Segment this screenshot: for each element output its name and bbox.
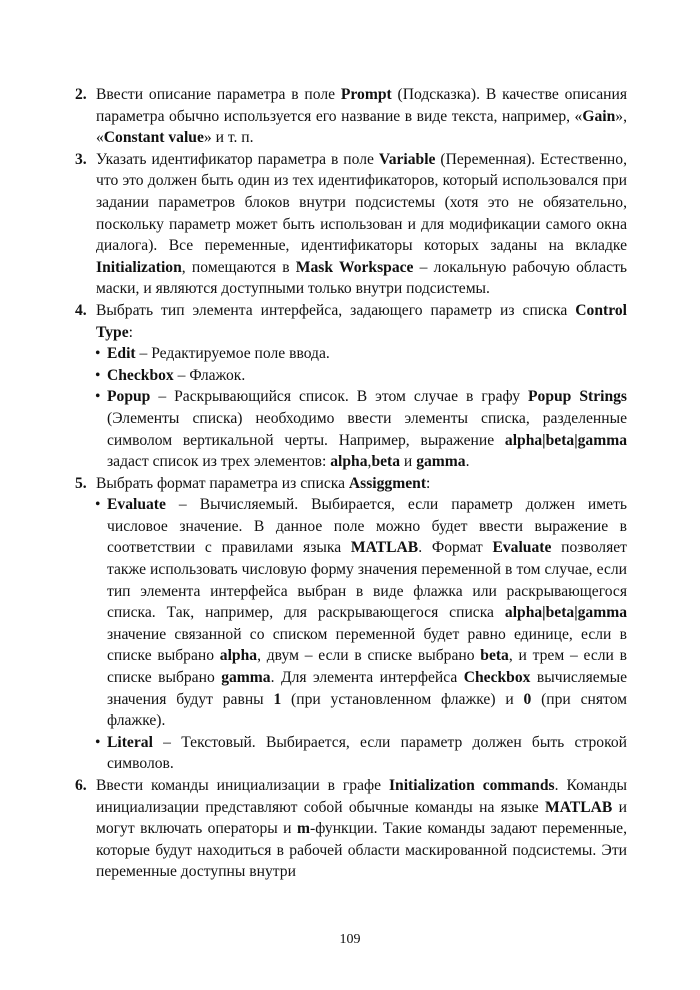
text: » и т. п. (203, 129, 254, 147)
page-number: 109 (339, 932, 361, 947)
list-item-3 (0, 149, 700, 300)
term-m: m (297, 820, 310, 838)
bullet-icon: • (95, 345, 101, 363)
bullet-edit (0, 343, 700, 365)
term-evaluate: Evaluate (107, 496, 166, 514)
list-item-2 (0, 84, 700, 149)
term-beta: beta (371, 453, 401, 471)
text: – Редактируемое поле ввода. (135, 345, 330, 363)
item-number: 3. (75, 150, 87, 168)
item-number: 5. (75, 474, 87, 492)
term-mask-workspace: Mask Workspace (295, 258, 414, 276)
text: – Вычисляемый. Выбирается, если параметр должен иметь числовое значение. В данное поле можно будет ввести выражение в соответствии с правилами языка (107, 496, 627, 557)
text: (при снятом флажке). (107, 690, 627, 730)
bullet-icon: • (95, 366, 101, 384)
item-number: 6. (75, 777, 87, 794)
bullet-popup (0, 386, 700, 472)
text: позволяет также использовать числовую форму значения переменной в том случае, если тип элемента интерфейса выбран в виде флажка или раскрывающегося списка. Так, например, для раскрывающегося списка (107, 539, 627, 622)
term-alpha-beta-gamma: alpha|beta|gamma (504, 431, 627, 449)
item-number: 2. (75, 86, 87, 103)
text: , (367, 453, 372, 471)
term-alpha-beta-gamma: alpha|beta|gamma (504, 604, 627, 622)
text: задаст список из трех элементов: (107, 453, 331, 471)
text: , и трем – если в списке выбрано (107, 647, 627, 687)
text: – локальную рабочую область маски, и являются доступными только внутри подсистемы. (96, 258, 627, 298)
term-matlab: MATLAB (350, 539, 419, 557)
term-edit: Edit (107, 345, 136, 363)
text: Ввести описание параметра в поле (96, 86, 341, 103)
list-item-5 (0, 473, 700, 495)
text: : (426, 474, 431, 492)
bullet-literal (0, 732, 700, 775)
term-initialization: Initialization (96, 258, 182, 276)
term-checkbox: Checkbox (463, 669, 531, 687)
text: . Команды инициализации представляют собой обычные команды на языке (96, 777, 628, 816)
term-alpha: alpha (330, 453, 368, 471)
bullet-icon: • (95, 496, 101, 514)
text: (Подсказка). В качестве описания параметра обычно используется его название в виде текста, например, « (96, 86, 628, 125)
text: – Флажок. (173, 366, 246, 384)
term-gamma: gamma (221, 669, 271, 687)
text: (Переменная). Естественно, что это должен быть один из тех идентификаторов, который использовался при задании параметров блоков внутри подсистемы (хотя это не обязательно, поскольку параметр может быть использован и для модификации самого окна диалога). Все переменные, идентификаторы которых заданы на вкладке (96, 150, 627, 255)
text: (при установленном флажке) и (281, 690, 524, 708)
text: , двум – если в списке выбрано (257, 647, 481, 665)
value-zero: 0 (523, 690, 532, 708)
bullet-icon: • (95, 733, 101, 751)
term-matlab: MATLAB (545, 798, 613, 816)
text: : (128, 323, 133, 341)
text: значение связанной со списком переменной будет равно единице, если в списке выбрано (107, 625, 627, 665)
text: – Текстовый. Выбирается, если параметр должен быть строкой символов. (107, 733, 627, 773)
term-beta: beta (480, 647, 509, 665)
page-content (0, 84, 700, 883)
text: Выбрать тип элемента интерфейса, задающего параметр из списка (96, 301, 576, 319)
term-initialization-commands: Initialization commands (388, 777, 555, 794)
term-assiggment: Assiggment (348, 474, 427, 492)
text: . Формат (418, 539, 493, 557)
text: и могут включать операторы и (96, 798, 627, 838)
text: . (465, 453, 470, 471)
text: Ввести команды инициализации в графе (96, 777, 389, 794)
term-prompt: Prompt (340, 86, 392, 103)
term-gamma: gamma (416, 453, 466, 471)
list-item-4 (0, 300, 700, 343)
text: . Для элемента интерфейса (270, 669, 464, 687)
term-popup: Popup (107, 388, 151, 406)
term-checkbox: Checkbox (107, 366, 174, 384)
text: -функции. Такие команды задают переменные, которые будут находиться в рабочей области маскированной подсистемы. Эти переменные доступны внутри (96, 820, 627, 881)
term-alpha: alpha (219, 647, 258, 665)
term-popup-strings: Popup Strings (528, 388, 627, 406)
bullet-evaluate (0, 494, 700, 732)
term-constant-value: Constant value (103, 129, 204, 147)
text: », « (96, 107, 627, 147)
term-literal: Literal (107, 733, 153, 751)
item-number: 4. (75, 301, 87, 319)
value-one: 1 (273, 690, 282, 708)
bullet-icon: • (95, 388, 101, 406)
text: , помещаются в (181, 258, 296, 276)
text: Указать идентификатор параметра в поле (96, 150, 379, 168)
term-control-type: Control Type (96, 301, 627, 341)
term-evaluate: Evaluate (492, 539, 552, 557)
text: – Раскрывающийся список. В этом случае в графу (150, 388, 528, 406)
list-item-6 (0, 775, 700, 883)
text: и (400, 453, 417, 471)
text: (Элементы списка) необходимо ввести элементы списка, разделенные символом вертикальной черты. Например, выражение (107, 409, 627, 449)
term-variable: Variable (378, 150, 436, 168)
bullet-checkbox (0, 365, 700, 387)
text: вычисляемые значения будут равны (107, 669, 627, 708)
term-gain: Gain (582, 107, 616, 125)
text: Выбрать формат параметра из списка (96, 474, 349, 492)
